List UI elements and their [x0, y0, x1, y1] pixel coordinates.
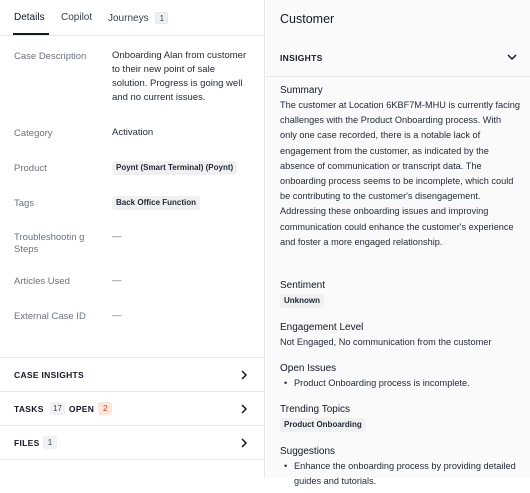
tab-bar	[0, 0, 265, 36]
insights-divider	[266, 76, 530, 77]
tab-details[interactable]: Details	[14, 12, 45, 23]
sentiment-heading: Sentiment	[280, 280, 326, 291]
files-title: FILES	[14, 438, 40, 448]
chevron-down-icon[interactable]	[506, 51, 518, 63]
tasks-section[interactable]	[0, 391, 265, 425]
tasks-title: TASKS	[14, 404, 44, 414]
tasks-open-count-badge: 2	[98, 402, 112, 415]
tasks-badges	[50, 402, 112, 415]
tags-label: Tags	[14, 198, 35, 209]
tab-journeys-label: Journeys	[108, 13, 149, 24]
engagement-value: Not Engaged, No communication from the customer	[280, 337, 492, 347]
articles-used-label: Articles Used	[14, 276, 70, 287]
tab-copilot[interactable]: Copilot	[61, 12, 93, 23]
suggestions-heading: Suggestions	[280, 446, 336, 457]
external-case-id-label: External Case ID	[14, 311, 86, 322]
category-value: Activation	[112, 127, 154, 138]
open-issue-item	[284, 376, 520, 391]
chevron-right-icon	[239, 437, 249, 449]
tab-journeys[interactable]	[108, 12, 168, 24]
external-case-id-value: —	[112, 310, 122, 321]
journeys-count-badge: 1	[155, 12, 168, 24]
case-description-label: Case Description	[14, 51, 87, 62]
summary-text: The customer at Location 6KBF7M-MHU is currently facing challenges with the Product Onboarding process. With only one case recorded, there is a notable lack of engagement from the customer, as indicated by the absence of communication or transcript data. The onboarding process seems to be incomplete, which could be contributing to the customer's disengagement. Addressing these onboarding issues and improving communication could enhance the customer's experience and foster a more engaged relationship.	[280, 100, 520, 247]
articles-used-value: —	[112, 275, 122, 286]
category-label: Category	[14, 128, 53, 139]
tasks-open-label: OPEN	[68, 403, 95, 414]
files-section[interactable]	[0, 425, 265, 459]
insights-header: INSIGHTS	[280, 53, 323, 63]
chevron-right-icon	[239, 369, 249, 381]
suggestion-item	[284, 459, 520, 489]
open-issues-heading: Open Issues	[280, 363, 337, 374]
case-insights-section[interactable]	[0, 357, 265, 391]
tasks-count-badge: 17	[50, 402, 65, 415]
files-badges	[43, 436, 57, 449]
sentiment-container	[280, 294, 324, 308]
product-pill: Poynt (Smart Terminal) (Poynt)	[112, 161, 237, 175]
suggestion-text: • Enhance the onboarding process by providing detailed guides and tutorials.	[294, 461, 516, 487]
trending-topic-badge: Product Onboarding	[280, 418, 366, 432]
tag-pill[interactable]: Back Office Function	[112, 196, 200, 210]
active-tab-indicator	[13, 33, 49, 35]
troubleshooting-steps-label: Troubleshootin g Steps	[14, 232, 85, 255]
engagement-heading: Engagement Level	[280, 322, 364, 333]
sentiment-badge: Unknown	[280, 294, 324, 308]
case-details-panel	[0, 0, 265, 478]
files-count-badge: 1	[43, 436, 57, 449]
product-value-container	[112, 161, 252, 175]
troubleshooting-steps-value: —	[112, 231, 122, 242]
trending-topics-container	[280, 418, 366, 432]
open-issue-text: • Product Onboarding process is incomplete.	[294, 378, 470, 388]
chevron-right-icon	[239, 403, 249, 415]
trending-topics-heading: Trending Topics	[280, 404, 351, 415]
customer-panel	[266, 0, 530, 487]
next-section-partial	[0, 459, 265, 493]
product-label: Product	[14, 163, 47, 174]
summary-heading: Summary	[280, 85, 323, 96]
customer-title: Customer	[280, 12, 335, 26]
case-description-value: Onboarding Alan from customer to their new point of sale solution. Progress is going well and no current issues.	[112, 50, 247, 103]
tags-value-container	[112, 196, 252, 210]
case-insights-title: CASE INSIGHTS	[14, 370, 85, 380]
